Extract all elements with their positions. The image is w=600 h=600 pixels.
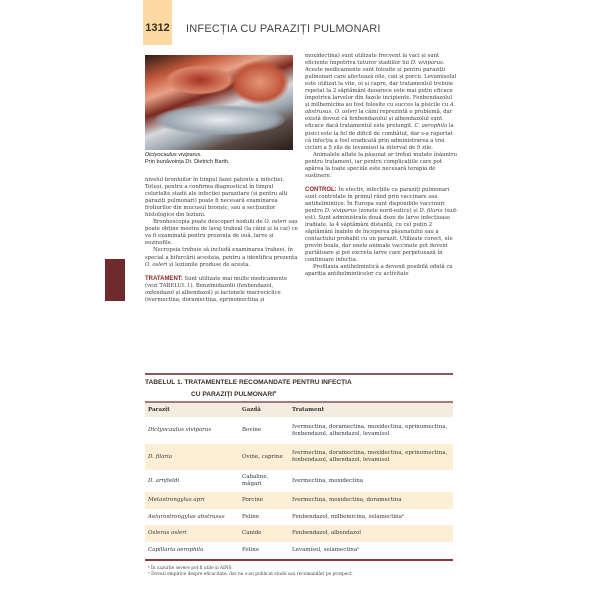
treatment-table [145, 373, 453, 578]
table-row: Metastrongylus apri Porcine Ivermectina, moxidectina, doramectina [145, 492, 453, 509]
table-row: Dictyocaulus viviparus Bovine Ivermectina, doramectina, moxidectina, eprinomectina, fenbendazol, albendazol, levamisol [148, 423, 448, 437]
column-header-host: Gazdă [242, 406, 261, 413]
running-title: INFECȚIA CU PARAZIȚI PULMONARI [186, 23, 381, 35]
footnote: ᵇ Dovezi empirice despre eficacitate, dar nu s-au publicat studii sau recomandări pe prospect. [148, 571, 353, 577]
page-number: 1312 [143, 0, 172, 45]
table-header-row [145, 403, 453, 417]
chapter-side-tab [105, 259, 125, 301]
table-row: D. filaria Ovine, caprine Ivermectina, doramectina, moxidectina, eprinomectina, fenbendazol, albendazol, levamisol [145, 444, 453, 470]
figure-caption [145, 152, 305, 166]
table-title: TABELUL 1. TRATAMENTELE RECOMANDATE PENTRU INFECȚIA CU PARAZIȚI PULMONARI$^a$ [145, 379, 352, 399]
treatment-heading: TRATAMENT: [145, 275, 183, 282]
paragraph: Bronhoscopia poate descoperi nodulii de O. osleri sau poate obține mostra de lavaj traheal (la câini și la cai) ce va fi examinată pentru prezența de ouă, larve și eozinofile. [145, 219, 298, 247]
paragraph: moxidectina) sunt utilizate frecvent la vaci și sunt eficiente împotriva tuturor stadiilor lui D. viviparus. Aceste medicamente sunt folosite și pentru paraziții pulmonari care afectează oile, caii și porcii. Levamisolul este utilizat la vite, oi și capre, dar tratamentul trebuie repetat la 2 săptămâni deoarece este mai puțin eficace împotriva larvelor din fazele incipiente. Fenbendazolul și milbemicina au fost folosite cu succes la pisicile cu A. abstrusus. O. osleri la câini reprezintă o problemă, dar există dovezi că fenbendazolul și albendazolul sunt eficace dacă tratamentul este prelungit. C. aerophila la pisici este la fel de dificil de combătut, dar s-a raportat că infecția a fost eradicată prin administrarea a trei cicluri a 5 zile de levamisol la interval de 9 zile. [305, 53, 457, 151]
control-paragraph: CONTROL: În efectiv, infecțiile cu paraziți pulmonari sunt controlate în primul rând prin vaccinare sau antihelmintice. În Europa sunt disponibile vaccinuri pentru D. viviparus (zonele nord-estice) și D. filaria (sud-est). Sunt administrate două doze de larve infecțioase iradiate, la 4 săptămâni distanță, cu cel puțin 2 săptămâni înainte de începerea pășunatului sau a contactului probabil cu un parazit. Utilizate corect, ele previn boala, dar unele animale vaccinate pot deveni purtătoare și pot excreta larve care perpetuează în continuare infecția. [305, 186, 458, 264]
paragraph: nivelul bronhiilor în timpul fazei patente a infecției. Totuși, pentru a confirma diagnosticul în timpul celorlalte stadii ale infecției parazitare (și pentru alți paraziți pulmonari) poate fi necesară examinarea frotiurilor din mucusul bronșic, sau a secțiunilor histologice din leziuni. [145, 177, 288, 219]
column-header-treatment: Tratament [292, 406, 325, 413]
control-heading: CONTROL: [305, 186, 337, 193]
paragraph: Profilaxia antihelmintică a devenit posibilă odată cu apariția antihelminticelor cu activitate [305, 264, 453, 278]
footnote: ᵃ În cazurile severe pot fi utile și AINS. [148, 565, 233, 571]
column-header-parasite: Parazit [148, 406, 170, 413]
table-footnotes [145, 561, 453, 578]
table-row: Aelurostrongylus abstrusus Feline Fenbendazol, milbemicina, selamectinaᵇ [148, 513, 405, 520]
treatment-paragraph: TRATAMENT: Sunt utilizate mai multe medicamente (vezi TABELUL 1). Benzimidazolii (fenbendazol, oxfendazol și albendazol) și lactonele macrociclice (ivermectina, doramectina, eprinomectina și [145, 275, 288, 303]
caption-species: Dictyocaulus viviparus. [145, 152, 202, 158]
table-row: Oslerus osleri Canide Fenbendazol, albendazol [145, 525, 453, 542]
caption-credit: Prin bunăvoința Dr. Dietrich Barth. [145, 159, 230, 165]
paragraph: Necropsia trebuie să includă examinarea traheei, în special a bifurcării acesteia, pentru a identifica prezența O. osleri și leziunile produse de acesta. [145, 247, 298, 268]
right-text-column [305, 53, 458, 278]
paragraph: Animalele aflate la pășunat ar trebui mutate înăuntru pentru tratament, iar pentru complicațiile care pot apărea la toate speciile este necesară terapia de susținere. [305, 151, 458, 179]
table-row: Capillaria aerophila Feline Levamisol, selamectinaᵇ [148, 547, 360, 554]
figure-photo-dictyocaulus [145, 55, 293, 150]
left-text-column [145, 177, 298, 304]
table-row: D. arnfieldi Cabaline, măgari Ivermectina, moxidectina [148, 474, 364, 488]
